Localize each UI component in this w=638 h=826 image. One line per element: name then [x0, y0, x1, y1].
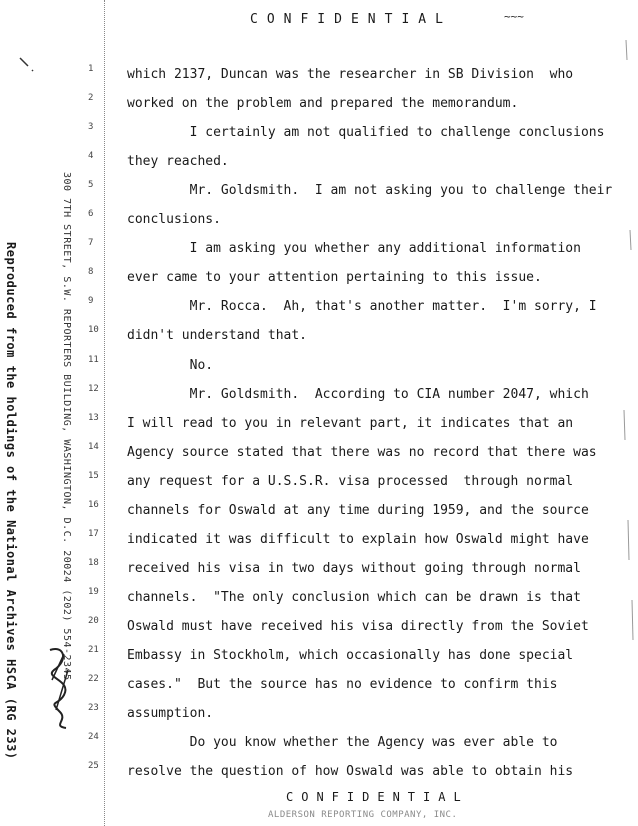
transcript-line: indicated it was difficult to explain how Oswald might have — [127, 531, 589, 547]
transcript-line: ever came to your attention pertaining to this issue. — [127, 270, 542, 286]
transcript-line: Embassy in Stockholm, which occasionally has done special — [127, 648, 574, 663]
line-number: 12 — [88, 383, 99, 394]
line-number: 6 — [88, 209, 94, 220]
line-number: 3 — [88, 122, 94, 133]
transcript-line: cases." But the source has no evidence to confirm this — [127, 677, 558, 693]
transcript-line: Oswald must have received his visa directly from the Soviet — [127, 618, 589, 634]
line-number: 7 — [88, 238, 94, 249]
line-number: 8 — [88, 267, 94, 278]
transcript-line: Mr. Goldsmith. According to CIA number 2047, which — [127, 386, 589, 402]
transcript-line: I will read to you in relevant part, it indicates that an — [127, 415, 574, 431]
confidential-header-stamp: CONFIDENTIAL — [250, 12, 452, 27]
line-number: 17 — [88, 528, 99, 539]
handwritten-initials — [44, 640, 76, 730]
reporter-footer: ALDERSON REPORTING COMPANY, INC. — [268, 810, 458, 820]
transcript-line: channels for Oswald at any time during 1959, and the source — [127, 502, 589, 518]
line-number: 2 — [88, 93, 94, 104]
line-number: 9 — [88, 296, 94, 307]
line-number: 23 — [88, 703, 99, 714]
line-number: 24 — [88, 732, 99, 743]
transcript-line: No. — [127, 357, 214, 373]
line-number: 14 — [88, 441, 99, 452]
transcript-line: Agency source stated that there was no record that there was — [127, 444, 597, 460]
line-number: 19 — [88, 586, 99, 597]
line-number: 18 — [88, 557, 99, 568]
transcript-line: resolve the question of how Oswald was able to obtain his — [127, 764, 574, 780]
line-number: 1 — [88, 64, 94, 74]
transcript-line: they reached. — [127, 154, 229, 170]
line-number: 20 — [88, 615, 99, 626]
line-number: 22 — [88, 674, 99, 685]
margin-rule — [104, 0, 106, 826]
line-number: 16 — [88, 499, 99, 510]
transcript-line: I am asking you whether any additional information — [127, 241, 581, 257]
transcript-line: worked on the problem and prepared the memorandum. — [127, 96, 519, 112]
transcript-line: Mr. Goldsmith. I am not asking you to challenge their — [127, 183, 613, 199]
transcript-line: Do you know whether the Agency was ever able to — [127, 735, 558, 751]
transcript-line: received his visa in two days without going through normal — [127, 560, 581, 576]
line-number: 13 — [88, 412, 99, 423]
line-number: 4 — [88, 151, 94, 162]
line-number: 10 — [88, 325, 99, 336]
transcript-line: didn't understand that. — [127, 328, 308, 344]
page-mark: ~~~ — [504, 10, 524, 23]
transcript-line: conclusions. — [127, 212, 221, 228]
line-number: 15 — [88, 470, 99, 481]
transcript-line: which 2137, Duncan was the researcher in SB Division who — [127, 67, 574, 82]
transcript-line: assumption. — [127, 706, 214, 722]
transcript-line: any request for a U.S.S.R. visa processed through normal — [127, 473, 574, 489]
archive-side-note: Reproduced from the holdings of the National Archives HSCA (RG 233) — [4, 242, 18, 760]
reporter-address-side-note: 300 7TH STREET, S.W. REPORTERS BUILDING, WASHINGTON, D.C. 20024 (202) 554-2345 — [61, 172, 72, 681]
line-number: 21 — [88, 645, 99, 655]
scan-edge-noise — [618, 0, 638, 826]
transcript-line: channels. "The only conclusion which can be drawn is that — [127, 589, 581, 605]
transcript-line: I certainly am not qualified to challenge conclusions — [127, 125, 605, 141]
line-number: 5 — [88, 180, 94, 191]
line-number: 11 — [88, 354, 99, 365]
transcript-line: Mr. Rocca. Ah, that's another matter. I'm sorry, I — [127, 299, 597, 315]
margin-tick-mark — [18, 56, 38, 76]
confidential-footer-stamp: CONFIDENTIAL — [286, 790, 469, 804]
line-number: 25 — [88, 761, 99, 772]
